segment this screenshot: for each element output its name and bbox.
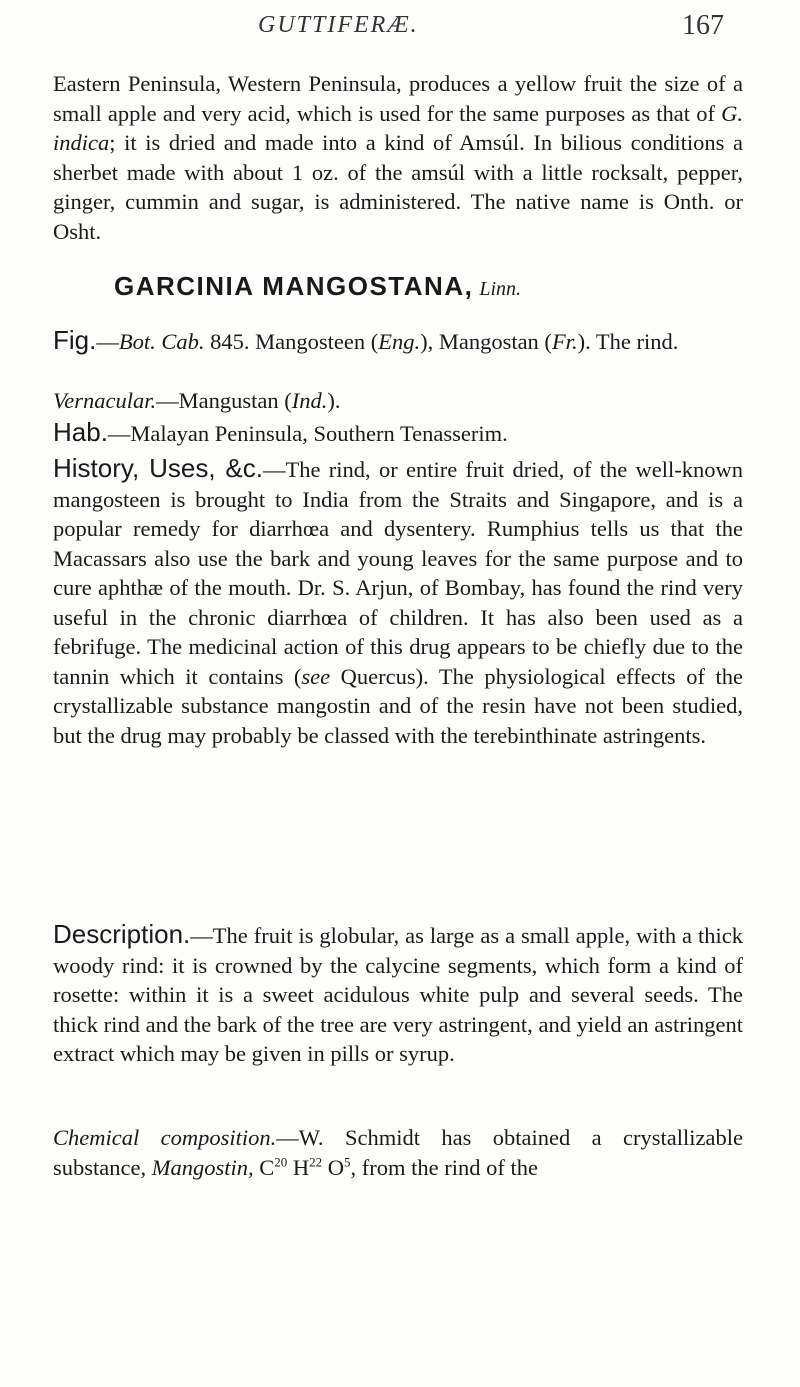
page-number: 167: [682, 10, 724, 41]
page-header: [0, 8, 800, 48]
species-authority: Linn.: [479, 278, 522, 300]
history-paragraph: History, Uses, &c.—The rind, or entire fruit dried, of the well-known mangosteen is brought to India from the Straits and Singapore, and is a popular remedy for diarrhœa and dysentery. Rumphius tells us that the Macassars also use the bark and young leaves for the same purpose and to cure aphthæ of the mouth. Dr. S. Arjun, of Bombay, has found the rind very useful in the chronic diarrhœa of children. It has also been used as a febrifuge. The medicinal action of this drug appears to be chiefly due to the tannin which it contains (see Quercus). The physiological effects of the crystallizable substance mangostin and of the resin have not been studied, but the drug may probably be classed with the terebinthinate astringents.: [53, 453, 743, 748]
species-name: GARCINIA MANGOSTANA,: [114, 271, 474, 301]
history-label: History, Uses, &c.: [53, 453, 264, 483]
description-paragraph: Description.—The fruit is globular, as large as a small apple, with a thick woody rind: it is crowned by the calycine segments, which form a kind of rosette: within it is a sweet acidulous white pulp and several seeds. The thick rind and the bark of the tree are very astringent, and yield an astringent extract which may be given in pills or syrup.: [53, 919, 743, 1066]
vernacular-label: Vernacular.: [53, 388, 157, 413]
intro-paragraph: Eastern Peninsula, Western Peninsula, produces a yellow fruit the size of a small apple and very acid, which is used for the same purposes as that of G. indica; it is dried and made into a kind of Amsúl. In bilious conditions a sherbet made with about 1 oz. of the amsúl with a little rocksalt, pepper, ginger, cummin and sugar, is administered. The native name is Onth. or Osht.: [53, 71, 743, 244]
hab-label: Hab.: [53, 417, 108, 447]
fig-label: Fig.: [53, 325, 97, 355]
vernacular-paragraph: Vernacular.—Mangustan (Ind.).: [53, 388, 341, 413]
description-label: Description.: [53, 919, 191, 949]
species-ref: G. indica: [53, 100, 743, 155]
chemical-paragraph: Chemical composition.—W. Schmidt has obtained a crystallizable substance, Mangostin, $C^{20}$ $H^{22}$ $O^5$, from the rind of the: [53, 1125, 743, 1180]
chemical-label: Chemical composition.: [53, 1125, 277, 1150]
hab-paragraph: Hab.—Malayan Peninsula, Southern Tenasserim.: [53, 417, 508, 447]
fig-paragraph: Fig.—Bot. Cab. 845. Mangosteen (Eng.), Mangostan (Fr.). The rind.: [53, 325, 679, 355]
running-title: GUTTIFERÆ.: [258, 12, 419, 38]
species-heading: [114, 271, 521, 302]
